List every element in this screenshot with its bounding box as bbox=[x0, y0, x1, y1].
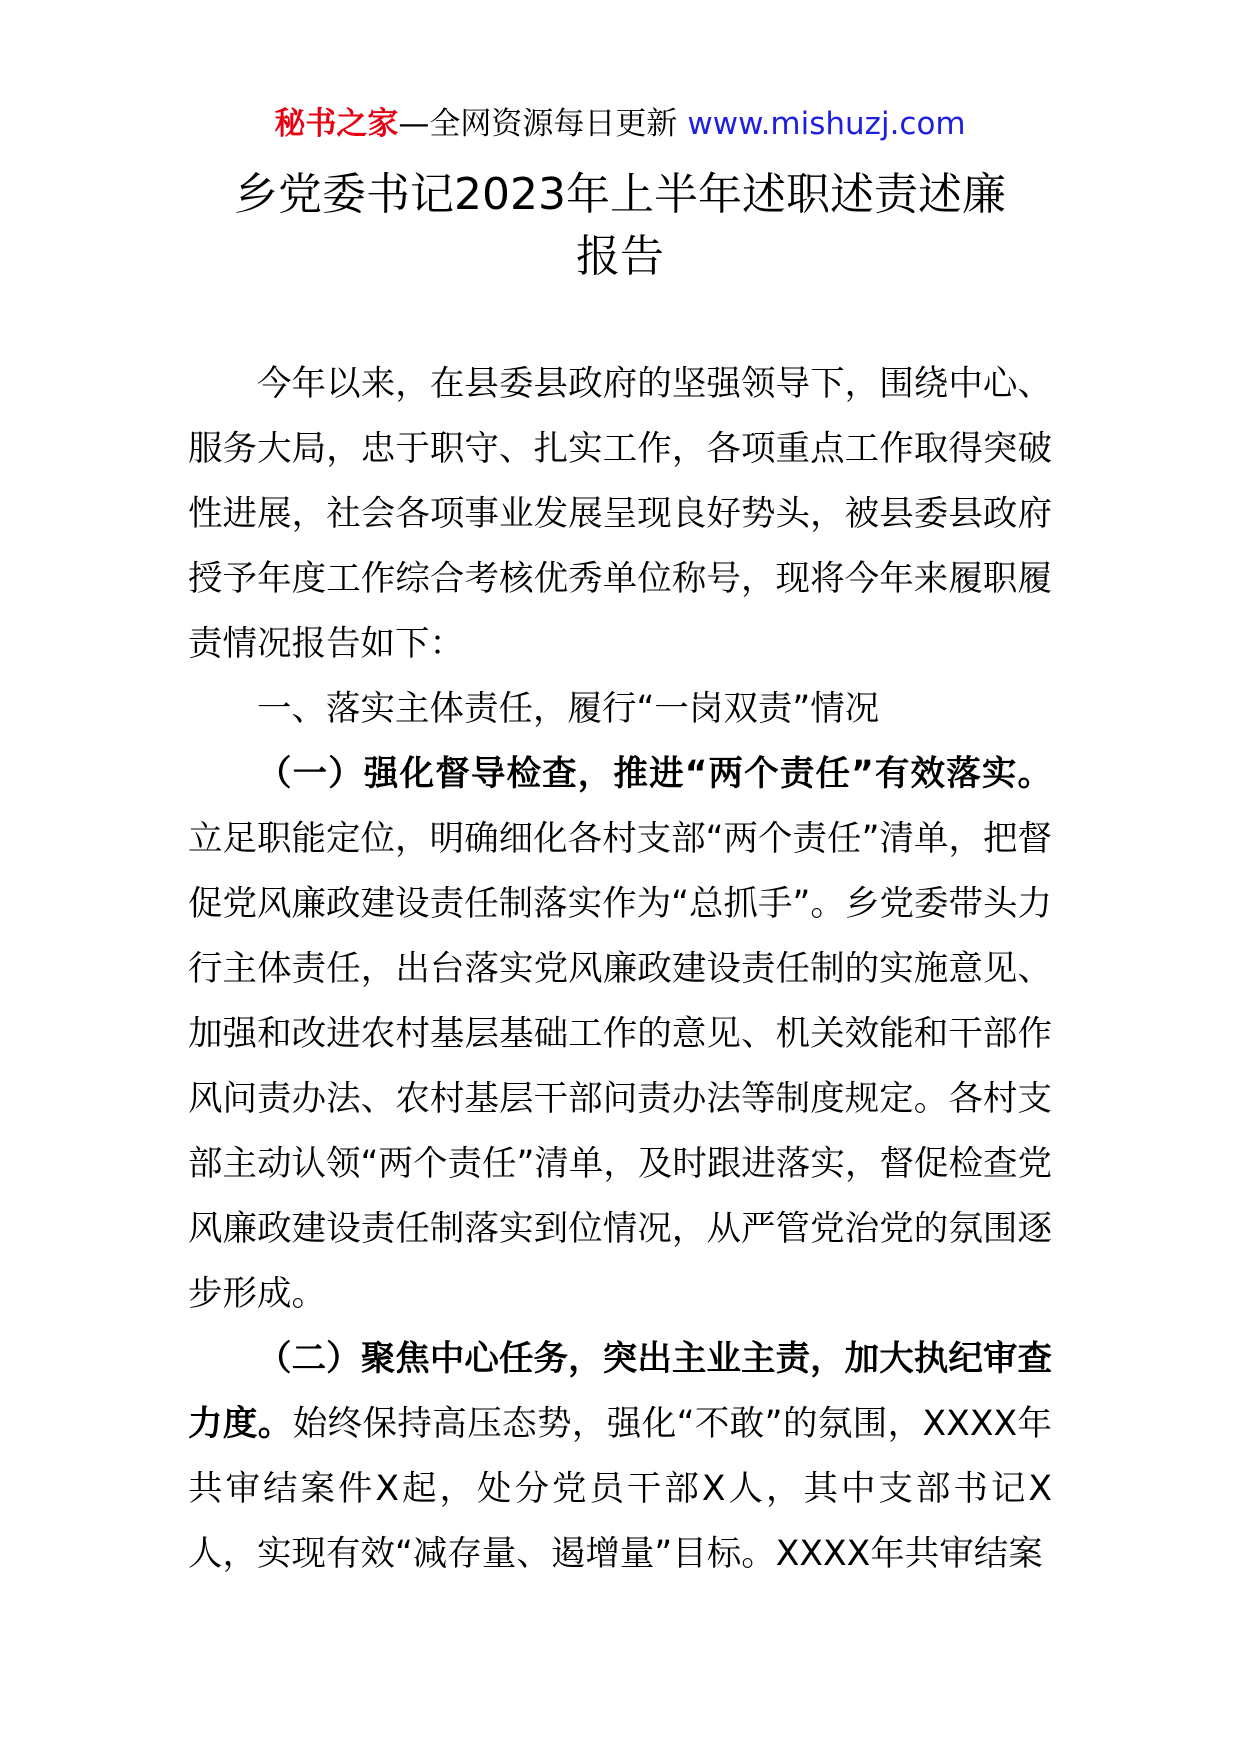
title-line-2: 报告 bbox=[576, 231, 664, 282]
site-header bbox=[0, 104, 1240, 144]
site-brand: 秘书之家 bbox=[274, 106, 399, 142]
item-2-lead: （二）聚焦中心任务，突出主业主责，加大执纪审查力度。 bbox=[188, 1339, 1052, 1444]
section-1-heading: 一、落实主体责任，履行“一岗双责”情况 bbox=[257, 689, 880, 729]
item-1-paragraph bbox=[188, 742, 1052, 1327]
site-url: www.mishuzj.com bbox=[687, 106, 966, 142]
intro-paragraph: 今年以来，在县委县政府的坚强领导下，围绕中心、服务大局，忠于职守、扎实工作，各项重点工作取得突破性进展，社会各项事业发展呈现良好势头，被县委县政府授予年度工作综合考核优秀单位称号，现将今年来履职履责情况报告如下： bbox=[188, 364, 1052, 664]
title-line-1: 乡党委书记2023年上半年述职述责述廉 bbox=[234, 169, 1006, 220]
document-title bbox=[0, 164, 1240, 288]
document-body bbox=[188, 352, 1052, 1587]
site-tagline: —全网资源每日更新 bbox=[398, 106, 678, 142]
item-2-paragraph bbox=[188, 1327, 1052, 1587]
item-1-text: 立足职能定位，明确细化各村支部“两个责任”清单，把督促党风廉政建设责任制落实作为“总抓手”。乡党委带头力行主体责任，出台落实党风廉政建设责任制的实施意见、加强和改进农村基层基础工作的意见、机关效能和干部作风问责办法、农村基层干部问责办法等制度规定。各村支部主动认领“两个责任”清单，及时跟进落实，督促检查党风廉政建设责任制落实到位情况，从严管党治党的氛围逐步形成。 bbox=[188, 819, 1052, 1314]
item-1-lead: （一）强化督导检查，推进“两个责任”有效落实。 bbox=[257, 754, 1052, 794]
item-2-text: 始终保持高压态势，强化“不敢”的氛围，XXXX年共审结案件X起，处分党员干部X人，其中支部书记X人，实现有效“减存量、遏增量”目标。XXXX年共审结案 bbox=[188, 1404, 1052, 1574]
